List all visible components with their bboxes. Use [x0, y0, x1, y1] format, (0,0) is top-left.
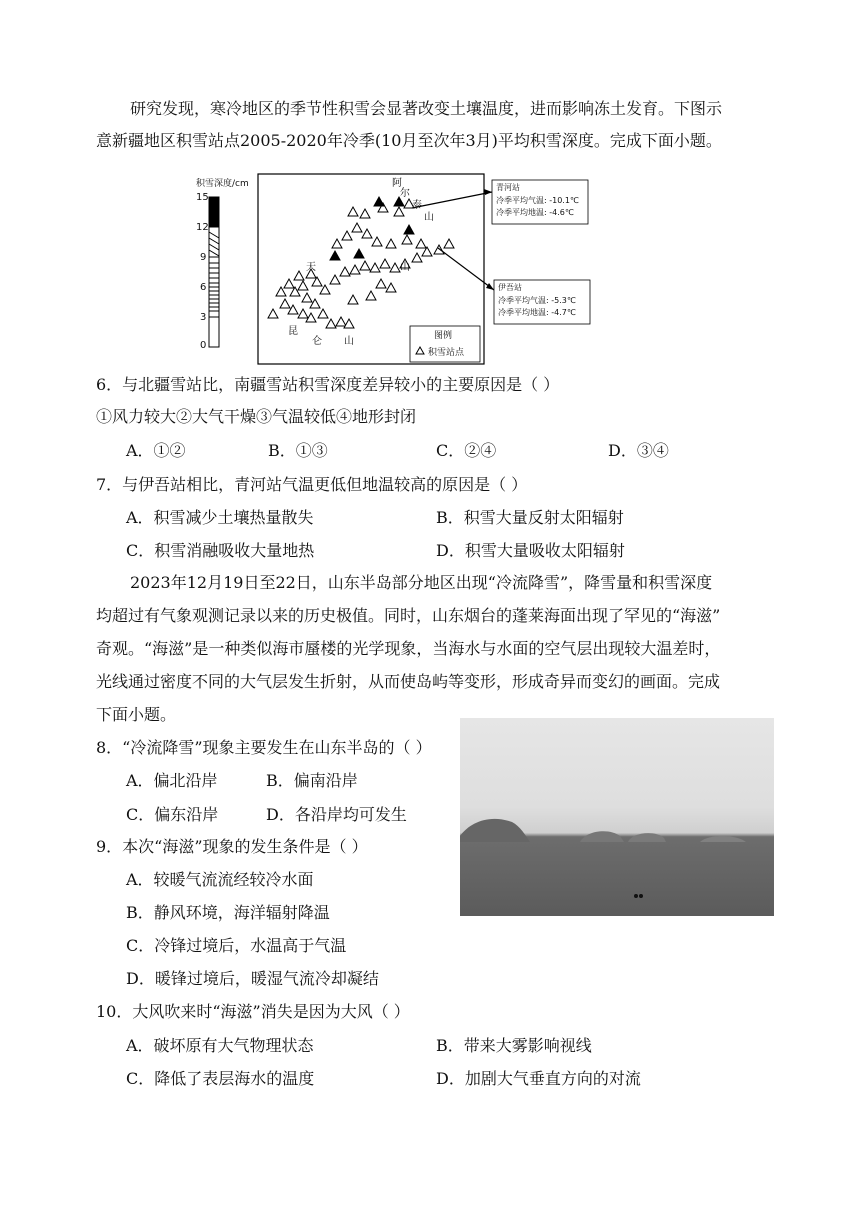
q9-option-a: A．较暖气流流经较冷水面: [126, 870, 314, 889]
yiwu-air: 冷季平均气温: -5.3℃: [498, 296, 576, 305]
kunlun-label: 仑: [312, 336, 322, 347]
q8-option-a: A．偏北沿岸: [126, 771, 218, 790]
intro2-line4: 光线通过密度不同的大气层发生折射，从而使岛屿等变形，形成奇异而变幻的画面。完成: [96, 672, 721, 691]
tianshan-label: 山: [400, 262, 410, 273]
q6-option-d: D．③④: [608, 441, 669, 460]
scale-tick: 3: [200, 312, 207, 323]
q7-option-d: D．积雪大量吸收太阳辐射: [436, 541, 625, 560]
intro2-line1: 2023年12月19日至22日，山东半岛部分地区出现“冷流降雪”，降雪量和积雪深度: [130, 573, 713, 592]
q6-option-c: C．②④: [436, 441, 497, 460]
q9-stem: 9．本次“海滋”现象的发生条件是（ ）: [96, 837, 368, 856]
q9-option-c: C．冷锋过境后，水温高于气温: [126, 936, 347, 955]
legend-title: 图例: [434, 331, 453, 341]
snow-depth-figure: [190, 168, 610, 368]
scale-tick: 9: [200, 252, 207, 263]
qinghe-ground: 冷季平均地温: -4.6℃: [496, 208, 574, 217]
q6-stem: 6．与北疆雪站比，南疆雪站积雪深度差异较小的主要原因是（ ）: [96, 375, 560, 394]
intro2-line5: 下面小题。: [96, 705, 177, 724]
intro2-line3: 奇观。“海滋”是一种类似海市蜃楼的光学现象，当海水与水面的空气层出现较大温差时，: [96, 639, 721, 658]
altai-label: 山: [424, 212, 434, 223]
kunlun-label: 山: [344, 336, 354, 347]
q7-stem: 7．与伊吾站相比，青河站气温更低但地温较高的原因是（ ）: [96, 475, 528, 494]
q10-option-c: C．降低了表层海水的温度: [126, 1069, 315, 1088]
depth-scale-bar: [209, 197, 219, 347]
q9-option-d: D．暖锋过境后，暖湿气流冷却凝结: [126, 969, 379, 988]
q10-option-b: B．带来大雾影响视线: [436, 1036, 592, 1055]
tianshan-label: 天: [306, 262, 316, 273]
intro1-line1: 研究发现，寒冷地区的季节性积雪会显著改变土壤温度，进而影响冻土发育。下图示: [130, 99, 723, 118]
altai-label: 尔: [400, 188, 410, 199]
q9-option-b: B．静风环境，海洋辐射降温: [126, 903, 330, 922]
q6-items: ①风力较大②大气干燥③气温较低④地形封闭: [96, 407, 417, 426]
q10-option-d: D．加剧大气垂直方向的对流: [436, 1069, 641, 1088]
q7-option-a: A．积雪减少土壤热量散失: [126, 508, 314, 527]
yiwu-ground: 冷季平均地温: -4.7℃: [498, 308, 576, 317]
q6-option-b: B．①③: [268, 441, 328, 460]
altai-label: 泰: [412, 200, 422, 211]
intro2-line2: 均超过有气象观测记录以来的历史极值。同时，山东烟台的蓬莱海面出现了罕见的“海滋”: [96, 606, 721, 625]
scale-tick: 6: [200, 282, 207, 293]
q10-option-a: A．破坏原有大气物理状态: [126, 1036, 314, 1055]
scale-tick: 0: [200, 340, 207, 351]
q8-option-b: B．偏南沿岸: [266, 771, 358, 790]
q8-option-d: D．各沿岸均可发生: [266, 805, 407, 824]
q7-option-c: C．积雪消融吸收大量地热: [126, 541, 315, 560]
q10-stem: 10．大风吹来时“海滋”消失是因为大风（ ）: [96, 1002, 410, 1021]
kunlun-label: 昆: [288, 326, 298, 337]
intro1-line2: 意新疆地区积雪站点2005-2020年冷季(10月至次年3月)平均积雪深度。完成下面小题。: [96, 131, 722, 150]
qinghe-air: 冷季平均气温: -10.1℃: [496, 196, 579, 205]
q8-stem: 8．“冷流降雪”现象主要发生在山东半岛的（ ）: [96, 738, 432, 757]
q7-option-b: B．积雪大量反射太阳辐射: [436, 508, 624, 527]
scale-tick: 12: [196, 222, 209, 233]
q8-option-c: C．偏东沿岸: [126, 805, 219, 824]
legend-item: 积雪站点: [428, 348, 465, 358]
qinghe-name: 青河站: [496, 183, 520, 192]
scale-tick: 15: [196, 192, 209, 203]
haizi-photo: [460, 718, 774, 916]
q6-option-a: A．①②: [126, 441, 186, 460]
scale-title: 积雪深度/cm: [196, 179, 249, 189]
altai-label: 阿: [392, 178, 402, 189]
yiwu-name: 伊吾站: [498, 283, 522, 292]
